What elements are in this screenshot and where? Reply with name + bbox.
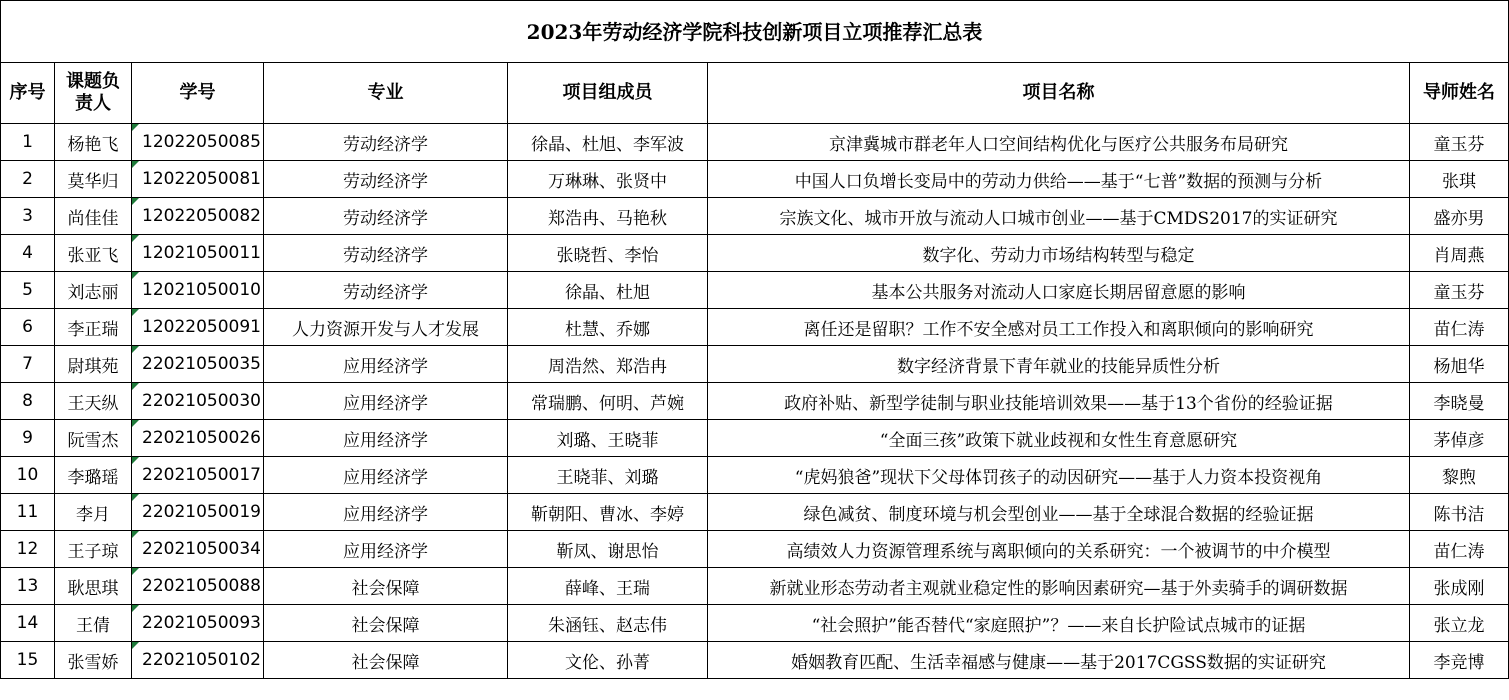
cell-project[interactable]: 中国人口负增长变局中的劳动力供给——基于“七普”数据的预测与分析 bbox=[708, 161, 1410, 198]
cell-student-id[interactable]: 12021050011 bbox=[132, 235, 264, 272]
table-row bbox=[1, 494, 1509, 531]
header-row bbox=[1, 63, 1509, 124]
cell-student-id[interactable]: 22021050017 bbox=[132, 457, 264, 494]
cell-advisor[interactable]: 童玉芬 bbox=[1410, 124, 1509, 161]
table-row bbox=[1, 420, 1509, 457]
cell-index[interactable]: 10 bbox=[1, 457, 55, 494]
cell-leader[interactable]: 张亚飞 bbox=[55, 235, 132, 272]
header-project[interactable]: 项目名称 bbox=[708, 63, 1410, 124]
table-body bbox=[1, 124, 1509, 679]
cell-project[interactable]: 京津冀城市群老年人口空间结构优化与医疗公共服务布局研究 bbox=[708, 124, 1410, 161]
cell-student-id[interactable]: 22021050102 bbox=[132, 642, 264, 679]
cell-index[interactable]: 8 bbox=[1, 383, 55, 420]
cell-major[interactable]: 社会保障 bbox=[264, 568, 508, 605]
cell-advisor[interactable]: 苗仁涛 bbox=[1410, 531, 1509, 568]
cell-project[interactable]: 婚姻教育匹配、生活幸福感与健康——基于2017CGSS数据的实证研究 bbox=[708, 642, 1410, 679]
table-row bbox=[1, 346, 1509, 383]
header-members[interactable]: 项目组成员 bbox=[508, 63, 708, 124]
cell-index[interactable]: 7 bbox=[1, 346, 55, 383]
cell-major[interactable]: 应用经济学 bbox=[264, 457, 508, 494]
cell-advisor[interactable]: 童玉芬 bbox=[1410, 272, 1509, 309]
cell-members[interactable]: 周浩然、郑浩冉 bbox=[508, 346, 708, 383]
cell-members[interactable]: 杜慧、乔娜 bbox=[508, 309, 708, 346]
cell-advisor[interactable]: 苗仁涛 bbox=[1410, 309, 1509, 346]
cell-leader[interactable]: 李璐瑶 bbox=[55, 457, 132, 494]
cell-leader[interactable]: 王倩 bbox=[55, 605, 132, 642]
cell-leader[interactable]: 李正瑞 bbox=[55, 309, 132, 346]
cell-major[interactable]: 应用经济学 bbox=[264, 531, 508, 568]
cell-major[interactable]: 应用经济学 bbox=[264, 383, 508, 420]
cell-index[interactable]: 4 bbox=[1, 235, 55, 272]
cell-leader[interactable]: 刘志丽 bbox=[55, 272, 132, 309]
cell-leader[interactable]: 尉琪苑 bbox=[55, 346, 132, 383]
cell-advisor[interactable]: 李晓曼 bbox=[1410, 383, 1509, 420]
cell-project[interactable]: 新就业形态劳动者主观就业稳定性的影响因素研究—基于外卖骑手的调研数据 bbox=[708, 568, 1410, 605]
cell-major[interactable]: 应用经济学 bbox=[264, 494, 508, 531]
cell-project[interactable]: 宗族文化、城市开放与流动人口城市创业——基于CMDS2017的实证研究 bbox=[708, 198, 1410, 235]
cell-leader[interactable]: 杨艳飞 bbox=[55, 124, 132, 161]
cell-members[interactable]: 薛峰、王瑞 bbox=[508, 568, 708, 605]
table-row bbox=[1, 383, 1509, 420]
cell-index[interactable]: 6 bbox=[1, 309, 55, 346]
table-title[interactable]: 2023年劳动经济学院科技创新项目立项推荐汇总表 bbox=[1, 1, 1509, 63]
cell-index[interactable]: 3 bbox=[1, 198, 55, 235]
cell-student-id[interactable]: 12022050091 bbox=[132, 309, 264, 346]
cell-leader[interactable]: 尚佳佳 bbox=[55, 198, 132, 235]
cell-members[interactable]: 徐晶、杜旭、李军波 bbox=[508, 124, 708, 161]
cell-members[interactable]: 刘璐、王晓菲 bbox=[508, 420, 708, 457]
cell-index[interactable]: 1 bbox=[1, 124, 55, 161]
table-row bbox=[1, 309, 1509, 346]
cell-student-id[interactable]: 22021050030 bbox=[132, 383, 264, 420]
table-row bbox=[1, 198, 1509, 235]
cell-index[interactable]: 12 bbox=[1, 531, 55, 568]
cell-student-id[interactable]: 12021050010 bbox=[132, 272, 264, 309]
cell-members[interactable]: 郑浩冉、马艳秋 bbox=[508, 198, 708, 235]
cell-advisor[interactable]: 李竞博 bbox=[1410, 642, 1509, 679]
cell-leader[interactable]: 李月 bbox=[55, 494, 132, 531]
cell-advisor[interactable]: 盛亦男 bbox=[1410, 198, 1509, 235]
cell-major[interactable]: 劳动经济学 bbox=[264, 124, 508, 161]
cell-advisor[interactable]: 张琪 bbox=[1410, 161, 1509, 198]
cell-project[interactable]: 基本公共服务对流动人口家庭长期居留意愿的影响 bbox=[708, 272, 1410, 309]
cell-leader[interactable]: 张雪娇 bbox=[55, 642, 132, 679]
cell-major[interactable]: 劳动经济学 bbox=[264, 235, 508, 272]
cell-members[interactable]: 王晓菲、刘璐 bbox=[508, 457, 708, 494]
cell-advisor[interactable]: 肖周燕 bbox=[1410, 235, 1509, 272]
cell-index[interactable]: 11 bbox=[1, 494, 55, 531]
cell-members[interactable]: 万琳琳、张贤中 bbox=[508, 161, 708, 198]
table-row bbox=[1, 531, 1509, 568]
cell-student-id[interactable]: 22021050035 bbox=[132, 346, 264, 383]
cell-members[interactable]: 徐晶、杜旭 bbox=[508, 272, 708, 309]
cell-project[interactable]: 数字经济背景下青年就业的技能异质性分析 bbox=[708, 346, 1410, 383]
cell-project[interactable]: 离任还是留职？工作不安全感对员工工作投入和离职倾向的影响研究 bbox=[708, 309, 1410, 346]
cell-major[interactable]: 社会保障 bbox=[264, 642, 508, 679]
table-row bbox=[1, 457, 1509, 494]
cell-advisor[interactable]: 茅倬彦 bbox=[1410, 420, 1509, 457]
header-major[interactable]: 专业 bbox=[264, 63, 508, 124]
cell-members[interactable]: 朱涵钰、赵志伟 bbox=[508, 605, 708, 642]
cell-project[interactable]: 高绩效人力资源管理系统与离职倾向的关系研究：一个被调节的中介模型 bbox=[708, 531, 1410, 568]
cell-index[interactable]: 9 bbox=[1, 420, 55, 457]
cell-project[interactable]: 政府补贴、新型学徒制与职业技能培训效果——基于13个省份的经验证据 bbox=[708, 383, 1410, 420]
cell-leader[interactable]: 王天纵 bbox=[55, 383, 132, 420]
table-row bbox=[1, 235, 1509, 272]
table-row bbox=[1, 272, 1509, 309]
table-row bbox=[1, 605, 1509, 642]
header-index[interactable]: 序号 bbox=[1, 63, 55, 124]
cell-major[interactable]: 社会保障 bbox=[264, 605, 508, 642]
cell-members[interactable]: 靳凤、谢思怡 bbox=[508, 531, 708, 568]
cell-advisor[interactable]: 陈书洁 bbox=[1410, 494, 1509, 531]
cell-advisor[interactable]: 杨旭华 bbox=[1410, 346, 1509, 383]
cell-student-id[interactable]: 12022050081 bbox=[132, 161, 264, 198]
table-row bbox=[1, 124, 1509, 161]
cell-members[interactable]: 常瑞鹏、何明、芦婉 bbox=[508, 383, 708, 420]
header-student-id[interactable]: 学号 bbox=[132, 63, 264, 124]
cell-major[interactable]: 应用经济学 bbox=[264, 346, 508, 383]
cell-leader[interactable]: 阮雪杰 bbox=[55, 420, 132, 457]
cell-project[interactable]: 数字化、劳动力市场结构转型与稳定 bbox=[708, 235, 1410, 272]
cell-project[interactable]: “全面三孩”政策下就业歧视和女性生育意愿研究 bbox=[708, 420, 1410, 457]
cell-major[interactable]: 劳动经济学 bbox=[264, 272, 508, 309]
cell-index[interactable]: 2 bbox=[1, 161, 55, 198]
cell-student-id[interactable]: 22021050019 bbox=[132, 494, 264, 531]
cell-index[interactable]: 14 bbox=[1, 605, 55, 642]
header-leader[interactable]: 课题负责人 bbox=[55, 63, 132, 124]
table-row bbox=[1, 568, 1509, 605]
cell-members[interactable]: 靳朝阳、曹冰、李婷 bbox=[508, 494, 708, 531]
cell-leader[interactable]: 王子琼 bbox=[55, 531, 132, 568]
cell-student-id[interactable]: 22021050034 bbox=[132, 531, 264, 568]
cell-advisor[interactable]: 黎煦 bbox=[1410, 457, 1509, 494]
cell-leader[interactable]: 耿思琪 bbox=[55, 568, 132, 605]
cell-student-id[interactable]: 22021050093 bbox=[132, 605, 264, 642]
title-row bbox=[1, 1, 1509, 63]
cell-project[interactable]: 绿色减贫、制度环境与机会型创业——基于全球混合数据的经验证据 bbox=[708, 494, 1410, 531]
cell-student-id[interactable]: 12022050085 bbox=[132, 124, 264, 161]
cell-major[interactable]: 劳动经济学 bbox=[264, 161, 508, 198]
cell-student-id[interactable]: 22021050088 bbox=[132, 568, 264, 605]
cell-project[interactable]: “社会照护”能否替代“家庭照护”？——来自长护险试点城市的证据 bbox=[708, 605, 1410, 642]
cell-major[interactable]: 人力资源开发与人才发展 bbox=[264, 309, 508, 346]
cell-members[interactable]: 文伦、孙菁 bbox=[508, 642, 708, 679]
cell-advisor[interactable]: 张成刚 bbox=[1410, 568, 1509, 605]
cell-index[interactable]: 13 bbox=[1, 568, 55, 605]
cell-members[interactable]: 张晓哲、李怡 bbox=[508, 235, 708, 272]
header-advisor[interactable]: 导师姓名 bbox=[1410, 63, 1509, 124]
cell-student-id[interactable]: 12022050082 bbox=[132, 198, 264, 235]
cell-major[interactable]: 劳动经济学 bbox=[264, 198, 508, 235]
table-row bbox=[1, 161, 1509, 198]
cell-index[interactable]: 5 bbox=[1, 272, 55, 309]
cell-advisor[interactable]: 张立龙 bbox=[1410, 605, 1509, 642]
cell-student-id[interactable]: 22021050026 bbox=[132, 420, 264, 457]
table-row bbox=[1, 642, 1509, 679]
cell-major[interactable]: 应用经济学 bbox=[264, 420, 508, 457]
cell-leader[interactable]: 莫华归 bbox=[55, 161, 132, 198]
cell-index[interactable]: 15 bbox=[1, 642, 55, 679]
cell-project[interactable]: “虎妈狼爸”现状下父母体罚孩子的动因研究——基于人力资本投资视角 bbox=[708, 457, 1410, 494]
